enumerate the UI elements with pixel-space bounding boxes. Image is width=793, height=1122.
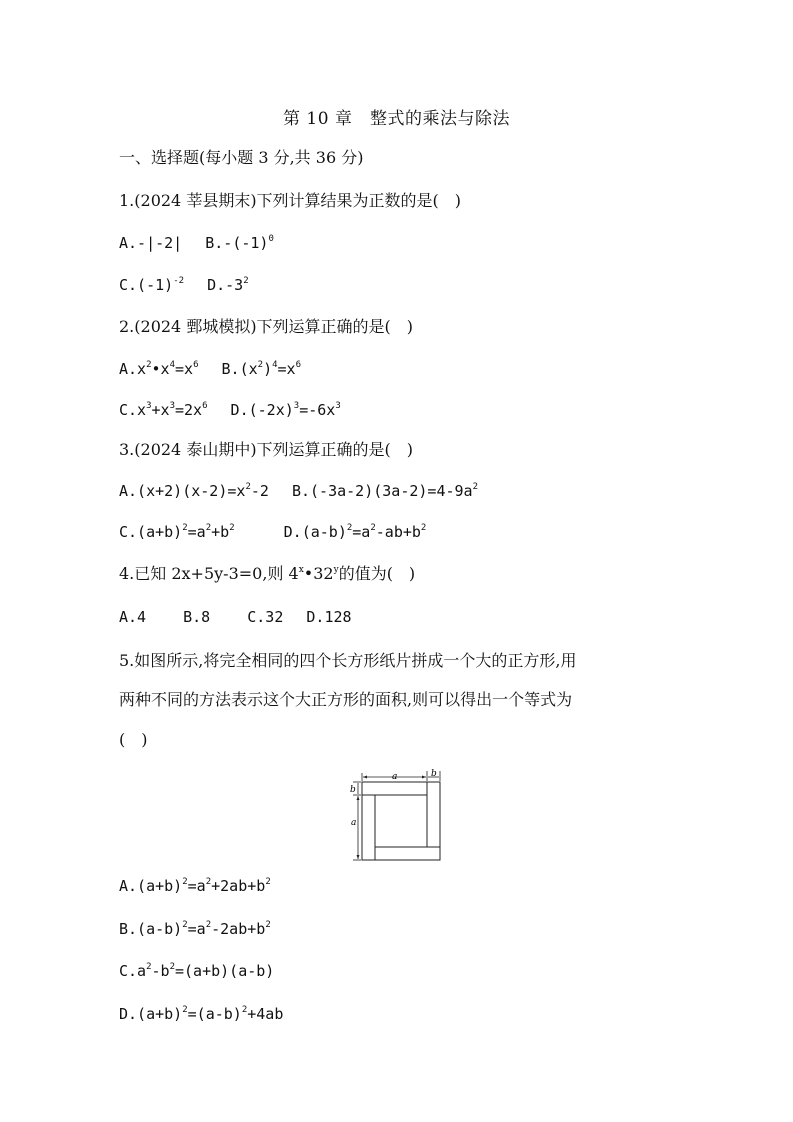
label-b-top: b <box>431 769 437 779</box>
option-c[interactable]: $C.x^3+x^3=2x^6$ <box>119 401 208 419</box>
question-4-stem: 4.已知 2x+5y-3=0,则 4$^x$•32$^y$的值为( ) <box>119 564 416 583</box>
option-a[interactable]: A.4 <box>119 608 147 626</box>
section-heading: 一、选择题(每小题 3 分,共 36 分) <box>119 148 364 167</box>
option-a[interactable]: $A.(x+2)(x-2)=x^2-2$ <box>119 482 269 500</box>
question-2-options-cd <box>119 399 341 421</box>
option-c[interactable]: C.32 <box>247 608 284 626</box>
option-c[interactable]: $C.(a+b)^2=a^2+b^2$ <box>119 523 235 541</box>
question-5-option-b[interactable]: $B.(a-b)^2=a^2-2ab+b^2$ <box>119 920 271 938</box>
arrowhead-a-top-right <box>422 776 426 779</box>
question-5-stem-line-3: ( ) <box>119 730 148 749</box>
question-3-options-ab <box>119 480 478 502</box>
question-5-option-c[interactable]: $C.a^2-b^2=(a+b)(a-b)$ <box>119 962 275 980</box>
question-5-stem-line-2: 两种不同的方法表示这个大正方形的面积,则可以得出一个等式为 <box>119 690 573 709</box>
option-b[interactable]: B.8 <box>183 608 211 626</box>
arrowhead-a-left-bottom <box>357 855 360 859</box>
label-b-left: b <box>350 785 356 795</box>
arrowhead-a-top-left <box>363 776 367 779</box>
question-1-options-ab <box>119 232 274 254</box>
question-2-options-ab <box>119 358 301 380</box>
question-2-stem: 2.(2024 鄄城模拟)下列运算正确的是( ) <box>119 317 414 336</box>
option-c[interactable]: $C.(-1)^{-2}$ <box>119 276 185 294</box>
question-5-option-d[interactable]: $D.(a+b)^2=(a-b)^2+4ab$ <box>119 1005 284 1023</box>
outer-square <box>362 782 440 860</box>
question-3-options-cd <box>119 521 426 543</box>
square-figure-svg <box>350 768 445 863</box>
option-d[interactable]: $D.(-2x)^3=-6x^3$ <box>230 401 341 419</box>
option-d[interactable]: $D.-3^2$ <box>207 276 249 294</box>
option-d[interactable]: D.128 <box>306 608 352 626</box>
question-1-options-cd <box>119 274 249 296</box>
option-d[interactable]: $D.(a-b)^2=a^2-ab+b^2$ <box>283 523 427 541</box>
question-5-option-a[interactable]: $A.(a+b)^2=a^2+2ab+b^2$ <box>119 877 271 895</box>
question-1-stem: 1.(2024 莘县期末)下列计算结果为正数的是( ) <box>119 191 462 210</box>
option-a[interactable]: A.-|-2| <box>119 234 183 252</box>
question-5-stem-line-1: 5.如图所示,将完全相同的四个长方形纸片拼成一个大的正方形,用 <box>119 651 577 670</box>
option-b[interactable]: $B.(x^2)^4=x^6$ <box>221 360 301 378</box>
option-b[interactable]: $B.-(-1)^0$ <box>205 234 274 252</box>
question-3-stem: 3.(2024 泰山期中)下列运算正确的是( ) <box>119 440 414 459</box>
label-a-top: a <box>392 772 398 782</box>
page-title: 第 10 章 整式的乘法与除法 <box>283 109 510 129</box>
question-4-options <box>119 606 352 628</box>
square-figure <box>350 768 445 863</box>
arrowhead-a-left-top <box>357 796 360 800</box>
label-a-left: a <box>351 818 357 828</box>
option-b[interactable]: $B.(-3a-2)(3a-2)=4-9a^2$ <box>291 482 478 500</box>
option-a[interactable]: $A.x^2•x^4=x^6$ <box>119 360 199 378</box>
